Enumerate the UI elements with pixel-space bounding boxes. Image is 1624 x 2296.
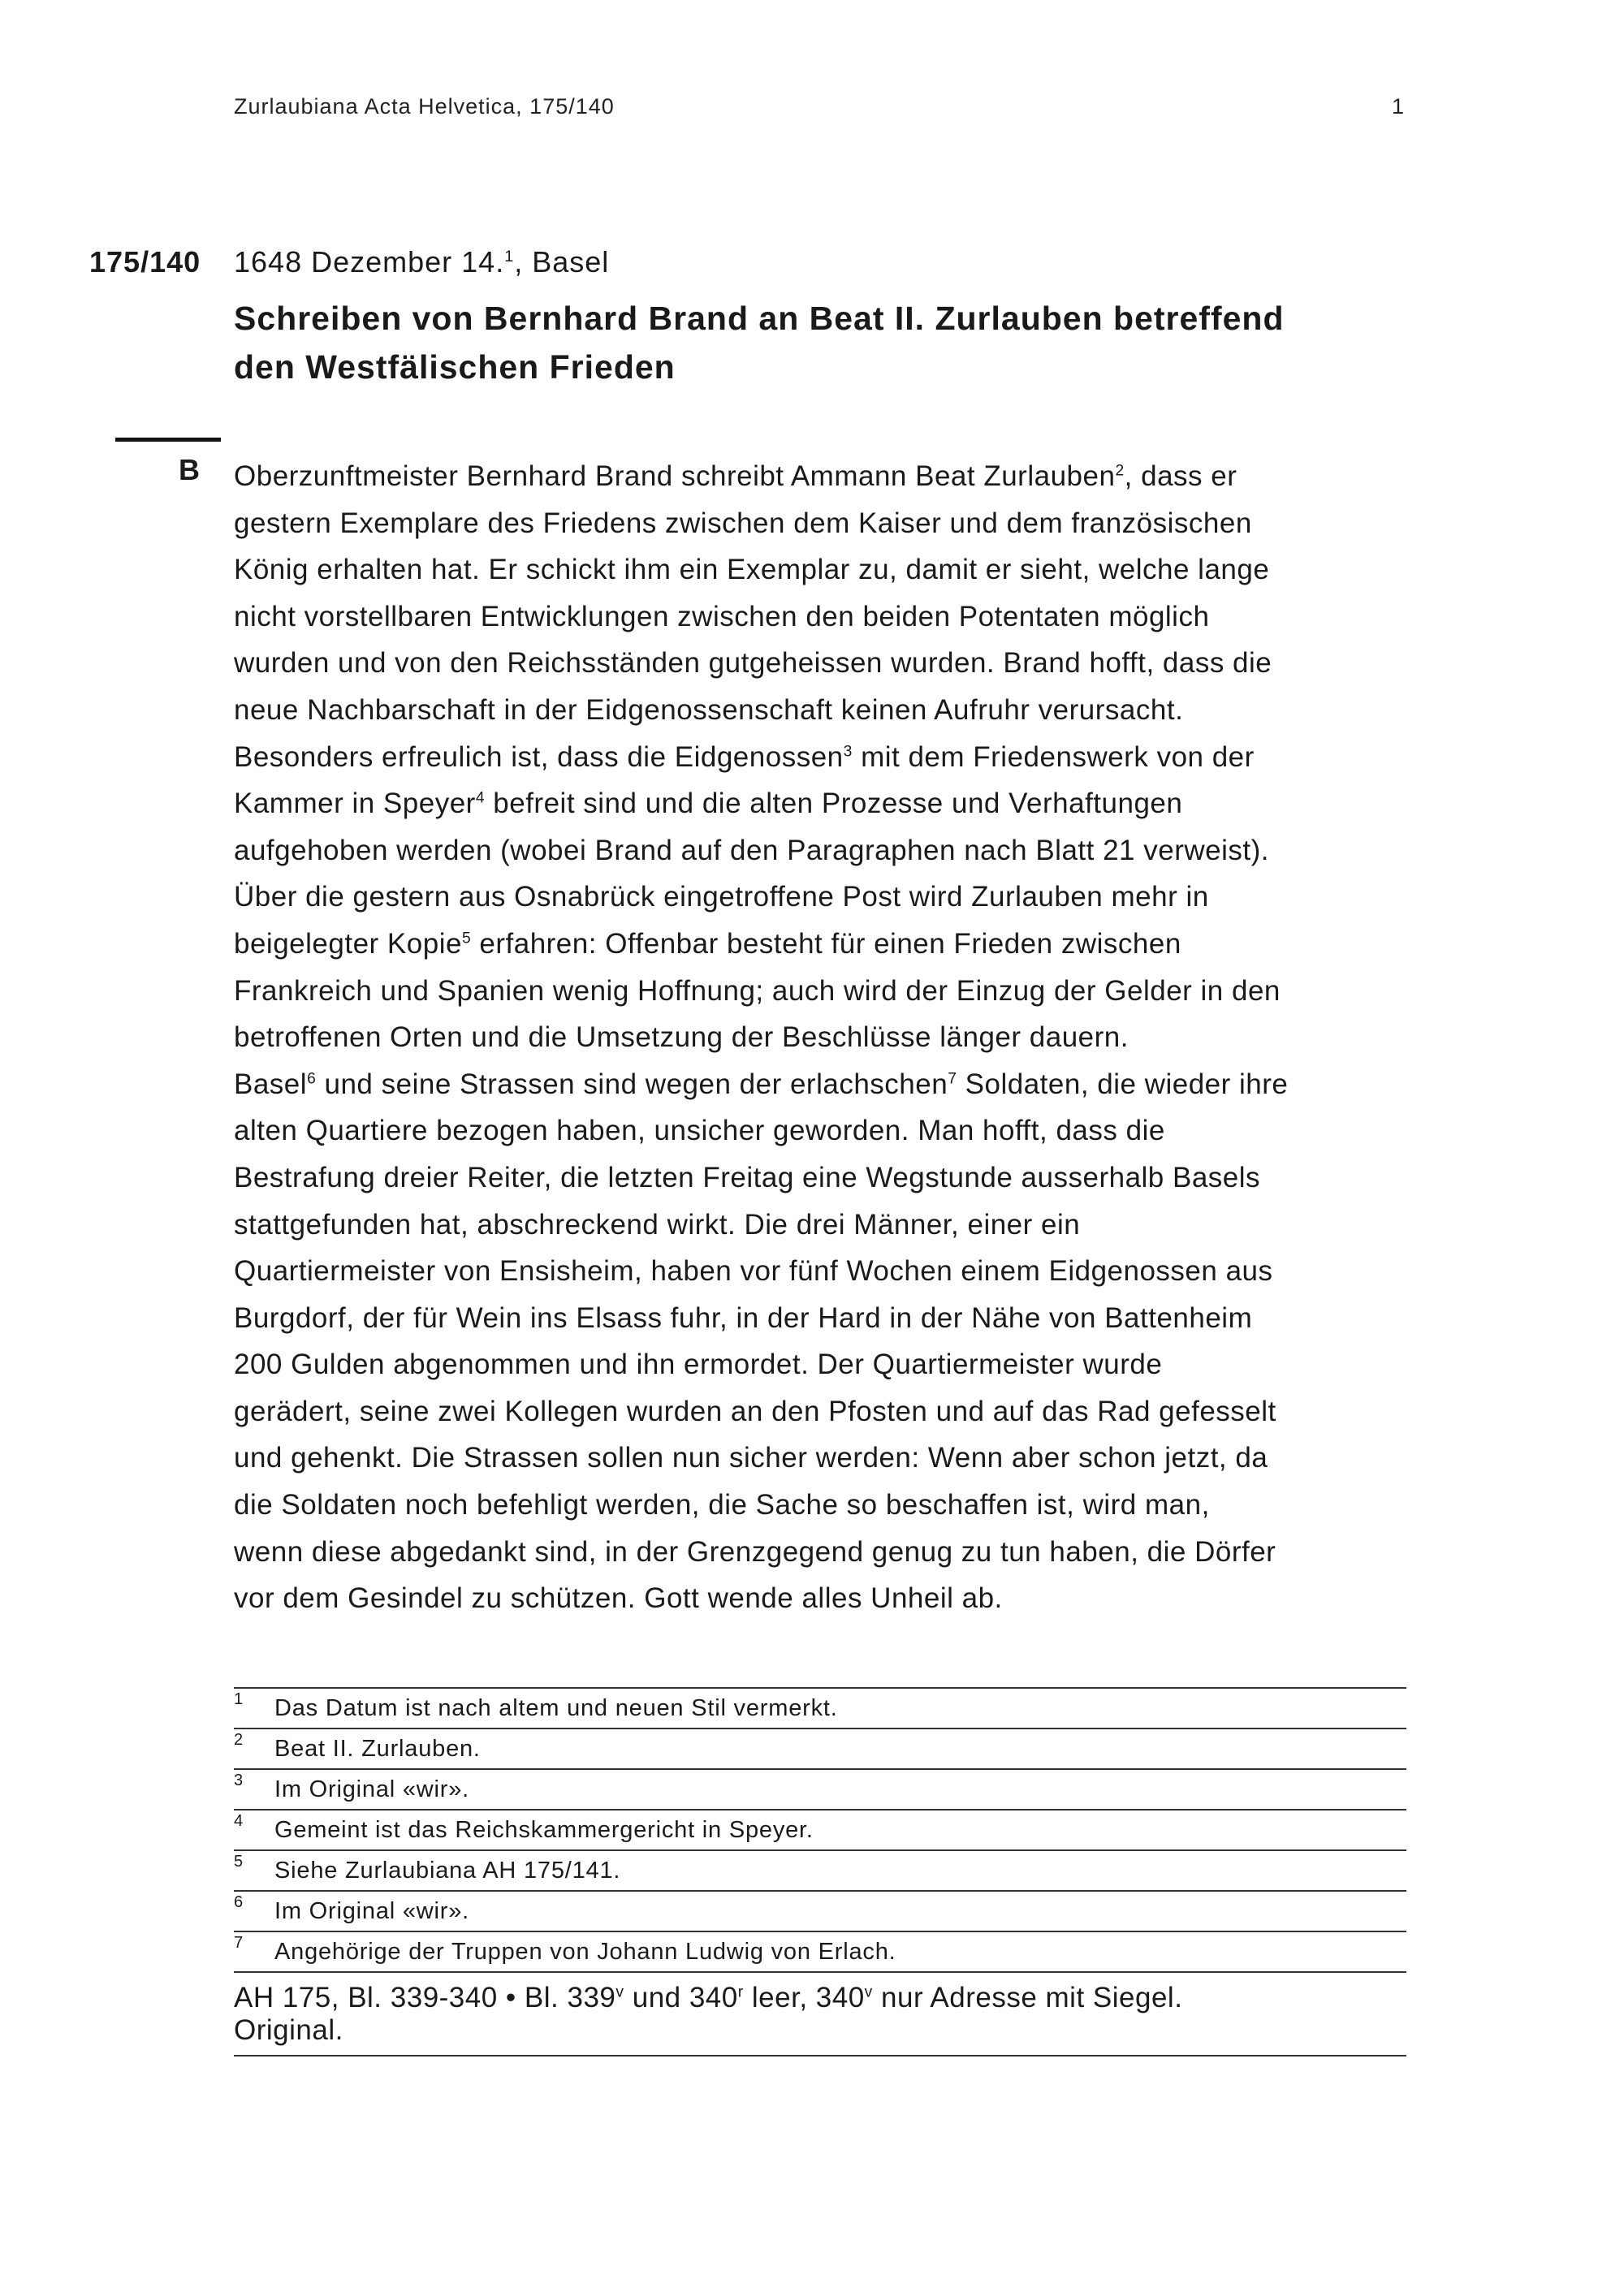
footnote-ref-3[interactable]: 3 bbox=[843, 742, 853, 760]
footnote-number: 2 bbox=[234, 1731, 244, 1749]
body-line: gerädert, seine zwei Kollegen wurden an den Pfosten und auf das Rad gefesselt bbox=[234, 1395, 1276, 1427]
body-line: König erhalten hat. Er schickt ihm ein Exemplar zu, damit er sieht, welche lange bbox=[234, 554, 1270, 586]
body-line: alten Quartiere bezogen haben, unsicher geworden. Man hofft, dass die bbox=[234, 1115, 1165, 1147]
body-text: erfahren: Offenbar besteht für einen Frieden zwischen bbox=[471, 927, 1181, 960]
body-line: die Soldaten noch befehligt werden, die Sache so beschaffen ist, wird man, bbox=[234, 1489, 1210, 1521]
source-text: AH 175, Bl. 339-340 • Bl. 339 bbox=[234, 1982, 616, 2013]
date-place: , Basel bbox=[514, 245, 610, 278]
body-line: betroffenen Orten und die Umsetzung der Beschlüsse länger dauern. bbox=[234, 1021, 1129, 1054]
body-text: Soldaten, die wieder ihre bbox=[957, 1068, 1289, 1100]
source-line-2: Original. bbox=[234, 2014, 343, 2046]
title-line-2: den Westfälischen Frieden bbox=[234, 348, 676, 386]
footnote bbox=[234, 1689, 1406, 1729]
body-line: nicht vorstellbaren Entwicklungen zwischen den beiden Potentaten möglich bbox=[234, 600, 1210, 632]
summary-body bbox=[234, 453, 1411, 1622]
body-line: 200 Gulden abgenommen und ihn ermordet. Der Quartiermeister wurde bbox=[234, 1349, 1163, 1381]
footnote-number: 1 bbox=[234, 1690, 244, 1708]
footnote bbox=[234, 1851, 1406, 1892]
footnote-number: 6 bbox=[234, 1893, 244, 1911]
body-text: Kammer in Speyer bbox=[234, 788, 476, 820]
footnote-text: Im Original «wir». bbox=[274, 1776, 470, 1802]
folio-side: r bbox=[737, 1983, 744, 2001]
body-text: befreit sind und die alten Prozesse und Verhaftungen bbox=[485, 788, 1183, 820]
footnote-number: 7 bbox=[234, 1934, 244, 1952]
body-line bbox=[234, 1061, 1411, 1108]
footnote-ref-1[interactable]: 1 bbox=[504, 248, 515, 265]
footnote-ref-6[interactable]: 6 bbox=[307, 1070, 317, 1088]
footnote-text: Beat II. Zurlauben. bbox=[274, 1735, 481, 1762]
body-text: Basel bbox=[234, 1068, 308, 1100]
body-text: mit dem Friedenswerk von der bbox=[852, 740, 1255, 773]
body-line: und gehenkt. Die Strassen sollen nun sicher werden: Wenn aber schon jetzt, da bbox=[234, 1442, 1268, 1474]
footnote-text: Siehe Zurlaubiana AH 175/141. bbox=[274, 1857, 621, 1884]
body-line: vor dem Gesindel zu schützen. Gott wende alles Unheil ab. bbox=[234, 1582, 1003, 1615]
body-line: stattgefunden hat, abschreckend wirkt. Die drei Männer, einer ein bbox=[234, 1208, 1081, 1241]
body-line bbox=[234, 921, 1411, 968]
footnote-number: 3 bbox=[234, 1772, 244, 1789]
body-line: wurden und von den Reichsständen gutgeheissen wurden. Brand hofft, dass die bbox=[234, 647, 1272, 680]
running-header bbox=[234, 94, 1405, 119]
source-note bbox=[234, 1982, 1406, 2056]
footnote bbox=[234, 1770, 1406, 1810]
folio-side: v bbox=[864, 1983, 873, 2001]
body-line: Frankreich und Spanien wenig Hoffnung; auch wird der Einzug der Gelder in den bbox=[234, 974, 1281, 1007]
document-number: 175/140 bbox=[89, 245, 201, 278]
body-text: Oberzunftmeister Bernhard Brand schreibt Ammann Beat Zurlauben bbox=[234, 460, 1116, 492]
running-title: Zurlaubiana Acta Helvetica, 175/140 bbox=[234, 94, 615, 119]
footnote-number: 4 bbox=[234, 1812, 244, 1830]
page-number: 1 bbox=[1391, 94, 1405, 119]
footnote-text: Das Datum ist nach altem und neuen Stil vermerkt. bbox=[274, 1694, 838, 1721]
folio-side: v bbox=[615, 1983, 624, 2001]
footnote-ref-2[interactable]: 2 bbox=[1115, 462, 1125, 480]
source-text: und 340 bbox=[624, 1982, 738, 2013]
footnote bbox=[234, 1729, 1406, 1770]
footnotes bbox=[234, 1687, 1406, 1973]
footnote bbox=[234, 1892, 1406, 1932]
body-line bbox=[234, 453, 1411, 500]
footnote-ref-4[interactable]: 4 bbox=[475, 789, 486, 807]
footnote bbox=[234, 1932, 1406, 1973]
body-line: Quartiermeister von Ensisheim, haben vor fünf Wochen einem Eidgenossen aus bbox=[234, 1255, 1273, 1288]
body-line: neue Nachbarschaft in der Eidgenossenschaft keinen Aufruhr verursacht. bbox=[234, 693, 1184, 726]
document-date bbox=[234, 245, 609, 279]
body-text: und seine Strassen sind wegen der erlachschen bbox=[316, 1068, 948, 1100]
source-line-1 bbox=[234, 1982, 1406, 2014]
body-line: gestern Exemplare des Friedens zwischen dem Kaiser und dem französischen bbox=[234, 507, 1252, 539]
body-line bbox=[234, 734, 1411, 781]
body-text: Besonders erfreulich ist, dass die Eidgenossen bbox=[234, 740, 844, 773]
footnote-ref-5[interactable]: 5 bbox=[461, 930, 472, 947]
date-text: 1648 Dezember 14. bbox=[234, 245, 505, 278]
body-text: , dass er bbox=[1124, 460, 1237, 492]
footnote-ref-7[interactable]: 7 bbox=[948, 1070, 957, 1088]
body-line: aufgehoben werden (wobei Brand auf den Paragraphen nach Blatt 21 verweist). bbox=[234, 834, 1269, 866]
footnote-text: Angehörige der Truppen von Johann Ludwig von Erlach. bbox=[274, 1938, 896, 1965]
source-text: leer, 340 bbox=[743, 1982, 865, 2013]
body-line: Burgdorf, der für Wein ins Elsass fuhr, in der Hard in der Nähe von Battenheim bbox=[234, 1301, 1253, 1334]
body-line: Über die gestern aus Osnabrück eingetroffene Post wird Zurlauben mehr in bbox=[234, 881, 1209, 913]
body-line: wenn diese abgedankt sind, in der Grenzgegend genug zu tun haben, die Dörfer bbox=[234, 1535, 1276, 1568]
section-rule bbox=[115, 438, 221, 442]
body-text: beigelegter Kopie bbox=[234, 927, 462, 960]
source-text: nur Adresse mit Siegel. bbox=[872, 1982, 1183, 2013]
body-line: Bestrafung dreier Reiter, die letzten Freitag eine Wegstunde ausserhalb Basels bbox=[234, 1161, 1261, 1193]
footnote-number: 5 bbox=[234, 1853, 244, 1871]
footnote-text: Gemeint ist das Reichskammergericht in Speyer. bbox=[274, 1816, 814, 1843]
footnote bbox=[234, 1810, 1406, 1851]
body-line bbox=[234, 780, 1411, 827]
section-marker: B bbox=[179, 453, 200, 486]
footnote-text: Im Original «wir». bbox=[274, 1897, 470, 1924]
title-line-1: Schreiben von Bernhard Brand an Beat II. Zurlauben betreffend bbox=[234, 300, 1285, 337]
document-title bbox=[234, 294, 1403, 391]
